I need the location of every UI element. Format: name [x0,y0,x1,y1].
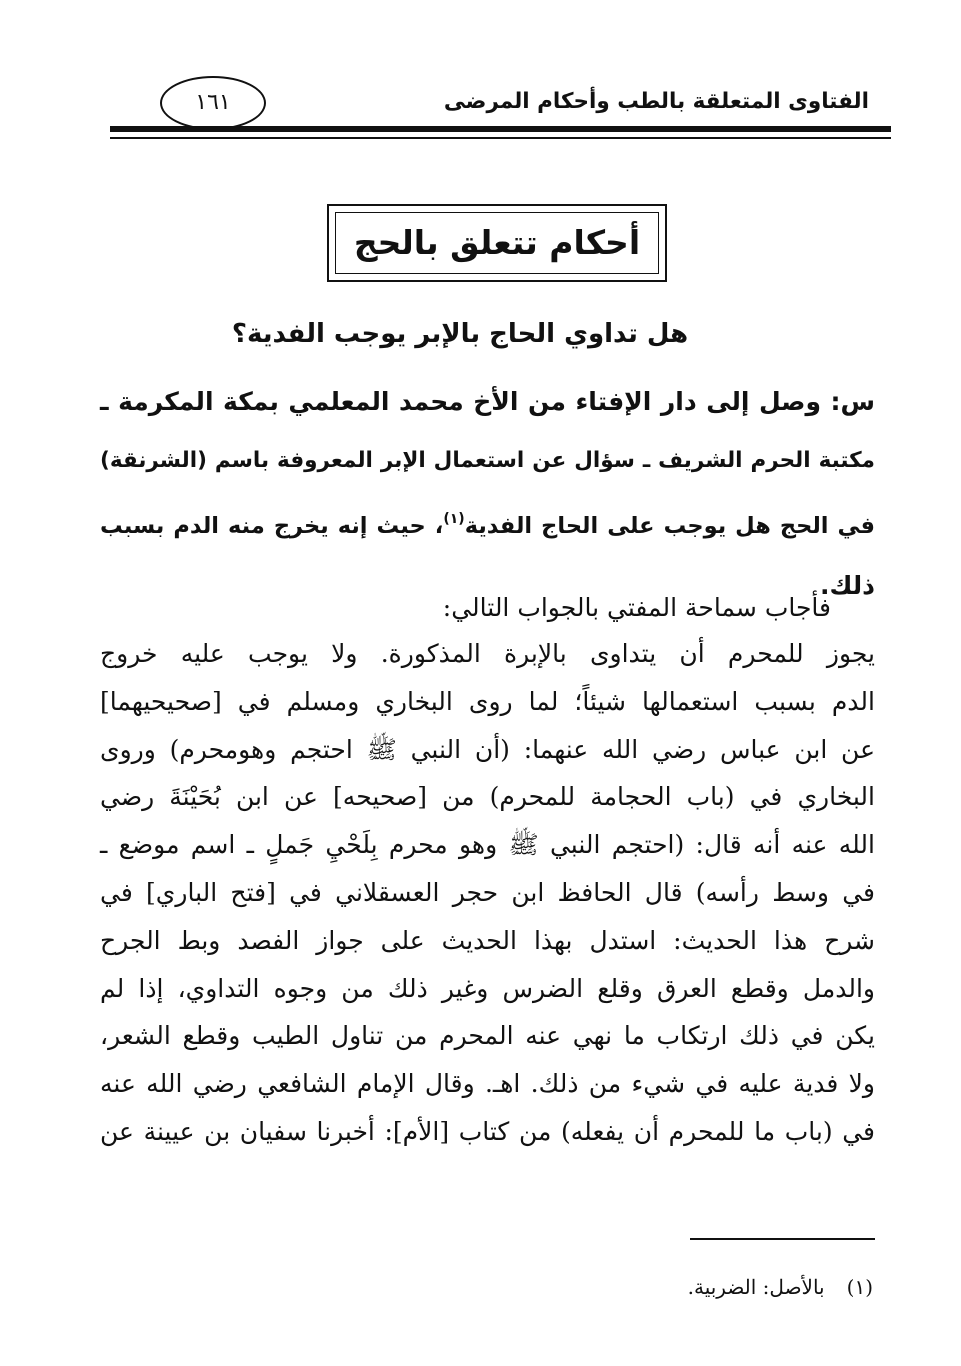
footnote-separator [690,1238,875,1240]
question-line [100,490,875,556]
answer-paragraph [100,630,875,1156]
answer-line: ولا فدية عليه في شيء من ذلك. اهـ. وقال الإمام الشافعي رضي الله عنه [100,1069,875,1099]
answer-line: والدمل وقطع العرق وقلع الضرس وغير ذلك من وجوه التداوي، إذا لم [100,973,875,1003]
question-heading: هل تداوي الحاج بالإبر يوجب الفدية؟ [231,319,689,349]
question-line-part: في الحج هل يوجب على الحاج الفدية [464,513,875,539]
header-rule-thin [110,137,891,139]
footnote-text: بالأصل: الضربية. [687,1275,825,1299]
answer-line: في (باب ما للمحرم أن يفعله) من كتاب [الأم]: أخبرنا سفيان بن عيينة عن [100,1116,875,1146]
question-line: س: وصل إلى دار الإفتاء من الأخ محمد المعلمي بمكة المكرمة ـ [100,387,875,416]
footnote-marker: (١) [846,1275,873,1299]
answer-line: يكن في ذلك ارتكاب ما نهي عنه المحرم من تناول الطيب وقطع الشعر، [100,1021,875,1051]
running-title: الفتاوى المتعلقة بالطب وأحكام المرضى [443,89,869,114]
header-rule-thick [110,126,891,132]
footnote [688,1272,873,1302]
chapter-title: أحكام تتعلق بالحج [335,212,659,274]
answer-line: البخاري في (باب الحجامة للمحرم) من [صحيحه] عن ابن بُحَيْنَةَ رضي [100,782,875,812]
answer-line: في وسط رأسه) قال الحافظ ابن حجر العسقلاني في [فتح الباري] في [100,877,875,907]
chapter-title-box [327,204,667,282]
question-line-part: ، حيث إنه يخرج منه الدم بسبب [100,513,444,539]
answer-line: عن ابن عباس رضي الله عنهما: (أن النبي ﷺ احتجم وهومحرم) وروى [100,734,875,764]
answer-line: الله عنه أنه قال: (احتجم النبي ﷺ وهو محرم بِلَحْيِ جَملٍ ـ اسم موضع ـ [100,830,875,860]
answer-line: الدم بسبب استعمالها شيئاً؛ لما روى البخاري ومسلم في [صحيحيهما] [100,686,875,716]
question-line: مكتبة الحرم الشريف ـ سؤال عن استعمال الإبر المعروفة باسم (الشرنقة) [100,448,875,473]
question-paragraph [100,372,875,615]
answer-line: يجوز للمحرم أن يتداوى بالإبرة المذكورة. ولا يوجب عليه خروج [100,639,875,668]
footnote-reference[interactable]: (١) [443,511,465,527]
answer-line: شرح هذا الحديث: استدل بهذا الحديث على جواز الفصد وبط الجرح [100,925,875,955]
answer-intro: فأجاب سماحة المفتي بالجواب التالي: [442,593,831,622]
question-line: ذلك. [820,571,875,600]
page-number: ١٦١ [160,76,266,130]
